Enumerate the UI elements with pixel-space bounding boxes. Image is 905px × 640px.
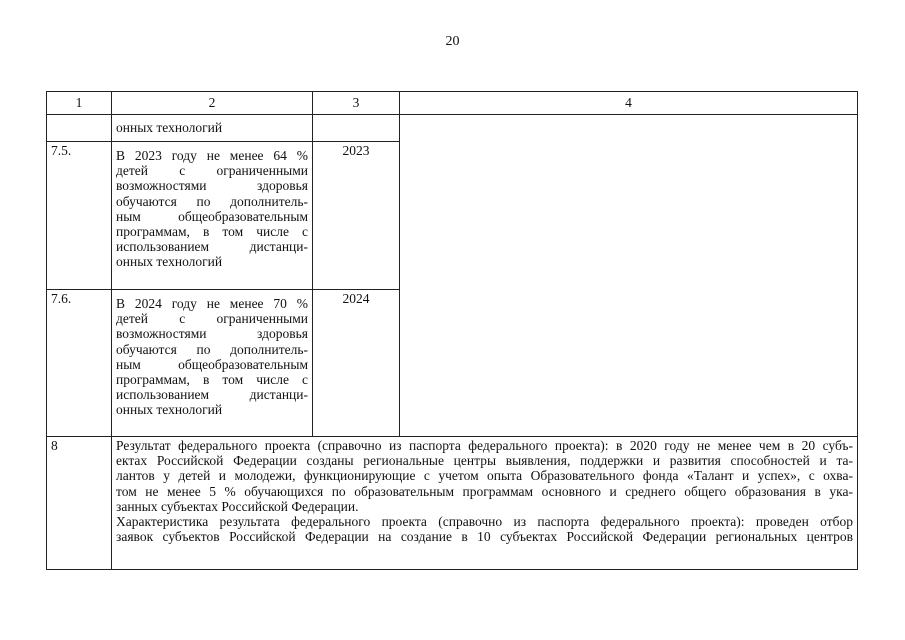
text-line: возможностями здоровья bbox=[116, 326, 308, 342]
cell-num-7-6: 7.6. bbox=[47, 290, 112, 437]
header-col-4: 4 bbox=[400, 92, 858, 115]
text-line: ным общеобразовательным bbox=[116, 356, 308, 372]
header-col-1: 1 bbox=[47, 92, 112, 115]
text-line: заявок субъектов Российской Федерации на создание в 10 субъектах Российской Федерации региональных центров bbox=[116, 529, 853, 545]
cell-text-7-5 bbox=[112, 142, 313, 290]
text-line: использованием дистанци- bbox=[116, 239, 308, 255]
cell-year-7-5: 2023 bbox=[313, 142, 400, 290]
header-col-3: 3 bbox=[313, 92, 400, 115]
cell-num-empty bbox=[47, 115, 112, 142]
text-line: Характеристика результата федерального проекта (справочно из паспорта федерального проекта): проведен отбор bbox=[116, 514, 853, 530]
text-line: Результат федерального проекта (справочно из паспорта федерального проекта): в 2020 году не менее чем в 20 субъ- bbox=[116, 438, 853, 453]
text-line: ектах Российской Федерации созданы региональные центры выявления, поддержки и развития способностей и та- bbox=[116, 453, 853, 469]
text-line: программам, в том числе с bbox=[116, 372, 308, 388]
text-line: ным общеобразовательным bbox=[116, 208, 308, 224]
text-line: обучаются по дополнитель- bbox=[116, 193, 308, 209]
cell-year-empty bbox=[313, 115, 400, 142]
indicators-table bbox=[46, 91, 858, 570]
text-line: онных технологий bbox=[116, 402, 223, 418]
cell-num-7-5: 7.5. bbox=[47, 142, 112, 290]
table-header-row bbox=[47, 92, 858, 115]
text-line: В 2023 году не менее 64 % bbox=[116, 148, 308, 163]
text-line: использованием дистанци- bbox=[116, 387, 308, 403]
text-line: лантов у детей и молодежи, функционирующие с учетом опыта Образовательного фонда «Талант и успех», с охва- bbox=[116, 468, 853, 484]
cell-text-8 bbox=[112, 437, 858, 570]
text-line: онных технологий bbox=[116, 254, 223, 270]
text-line: обучаются по дополнитель- bbox=[116, 341, 308, 357]
text-line: детей с ограниченными bbox=[116, 163, 308, 179]
table-row-8 bbox=[47, 437, 858, 570]
cell-col4-merged bbox=[400, 115, 858, 437]
cell-num-8: 8 bbox=[47, 437, 112, 570]
text-line: возможностями здоровья bbox=[116, 178, 308, 194]
text-line: том не менее 5 % обучающихся по образовательным программам основного и среднего общего образования в ука- bbox=[116, 483, 853, 499]
cell-text-7-6 bbox=[112, 290, 313, 437]
header-col-2: 2 bbox=[112, 92, 313, 115]
text-line: программам, в том числе с bbox=[116, 224, 308, 240]
text-line: занных субъектах Российской Федерации. bbox=[116, 498, 359, 514]
text-line: детей с ограниченными bbox=[116, 311, 308, 327]
continuation-line: онных технологий bbox=[116, 120, 223, 135]
cell-year-7-6: 2024 bbox=[313, 290, 400, 437]
page-number: 20 bbox=[445, 34, 460, 49]
cell-continuation-text bbox=[112, 115, 313, 142]
text-line: В 2024 году не менее 70 % bbox=[116, 296, 308, 311]
table-row-continuation bbox=[47, 115, 858, 142]
